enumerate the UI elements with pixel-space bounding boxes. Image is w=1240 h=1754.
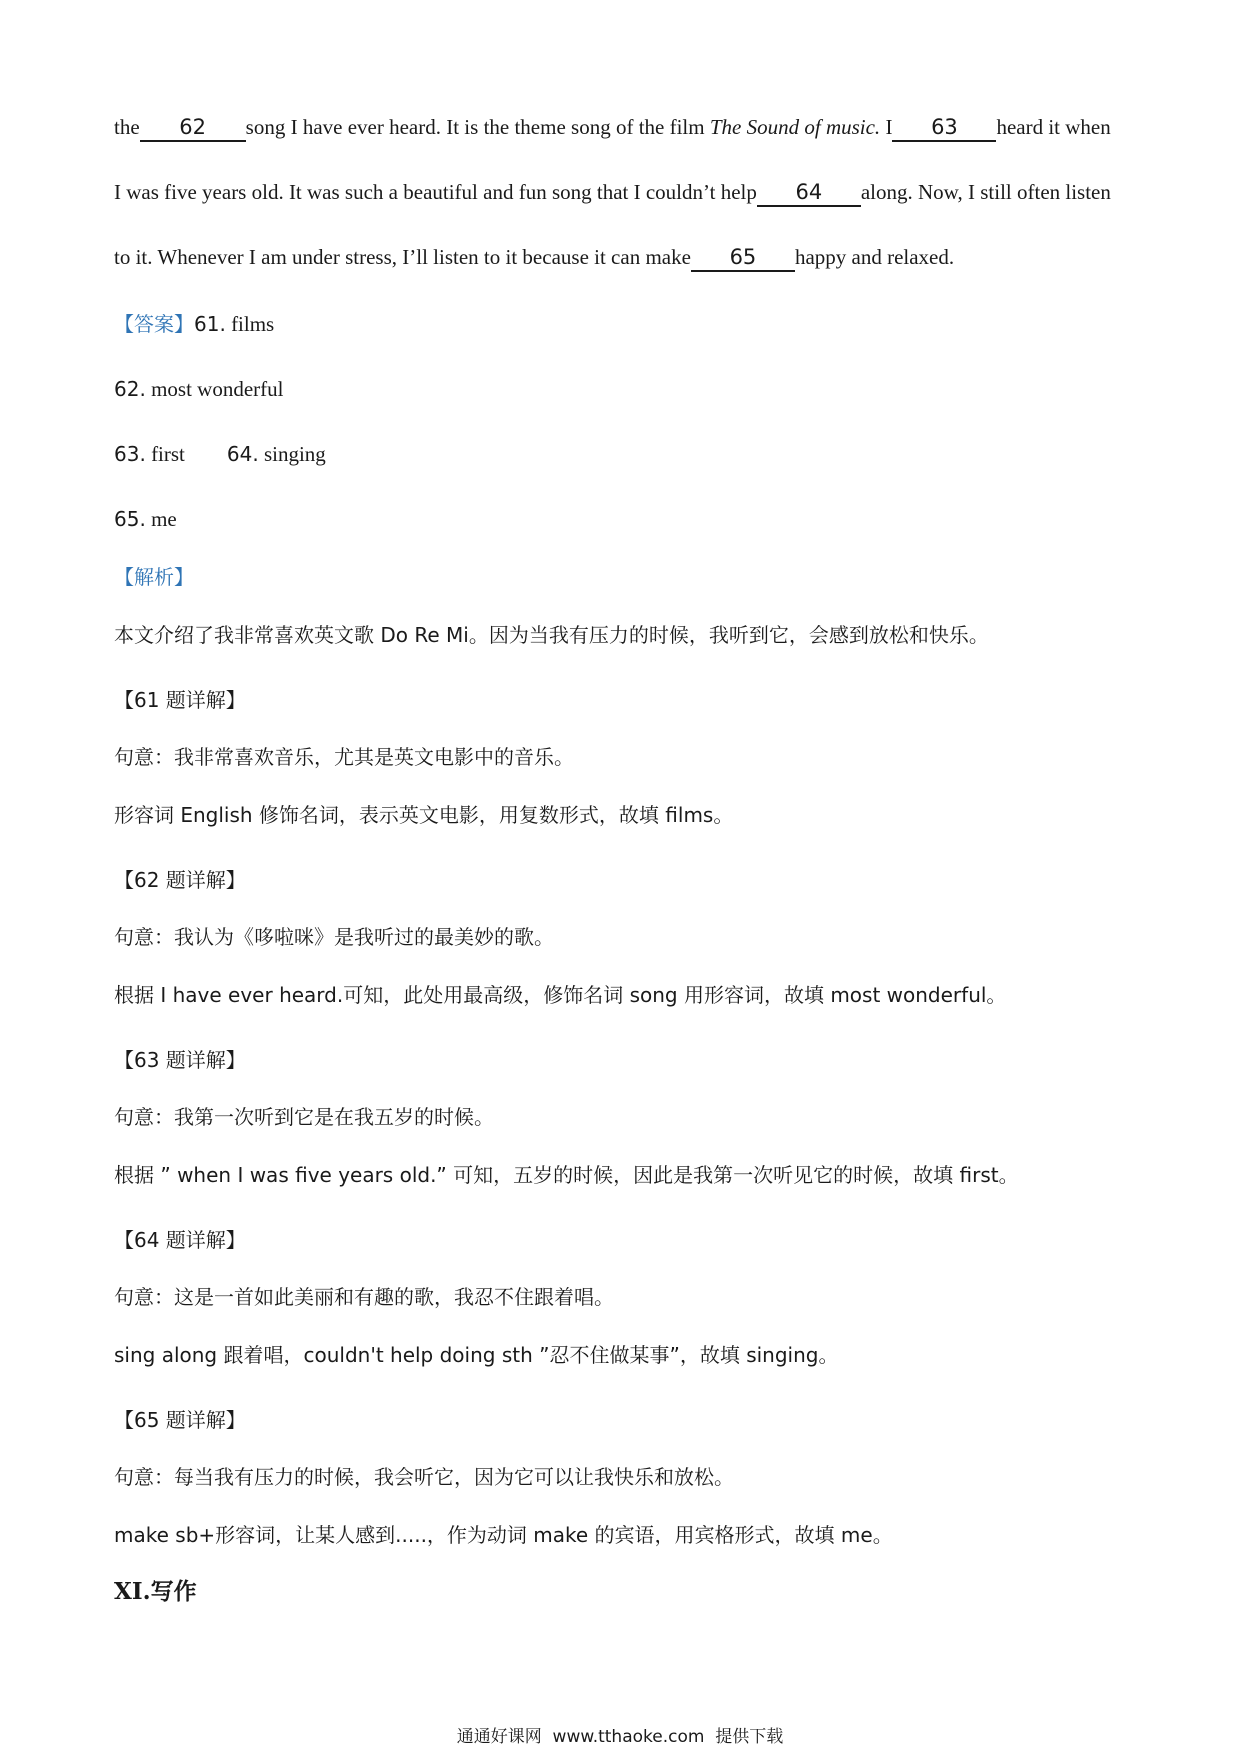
passage-line-1: [114, 112, 1111, 142]
q64-detail: sing along 跟着唱，couldn't help doing sth ”忍不住做某事”，故填 singing。: [114, 1343, 839, 1367]
answer-number: 62.: [114, 377, 146, 401]
answer-label: 【答案】: [114, 312, 194, 336]
analysis-intro: 本文介绍了我非常喜欢英文歌 Do Re Mi。因为当我有压力的时候，我听到它，会感到放松和快乐。: [114, 623, 989, 647]
blank-65: 65: [691, 244, 795, 272]
answer-text: most wonderful: [145, 377, 284, 401]
q65-title: 【65 题详解】: [114, 1408, 246, 1432]
answer-62: [114, 374, 283, 404]
answer-65: [114, 504, 177, 534]
blank-64: 64: [757, 179, 861, 207]
q63-title: 【63 题详解】: [114, 1048, 246, 1072]
section-heading: XI.写作: [114, 1578, 197, 1605]
answer-number: 64.: [226, 442, 259, 466]
passage-text: song I have ever heard. It is the theme song of the film: [245, 115, 710, 139]
q65-meaning: 句意：每当我有压力的时候，我会听它，因为它可以让我快乐和放松。: [114, 1465, 734, 1489]
blank-62: 62: [140, 114, 246, 142]
analysis-label: 【解析】: [114, 565, 194, 589]
passage-text: I was five years old. It was such a beautiful and fun song that I couldn’t help: [114, 180, 757, 204]
page-footer: 通通好课网 www.tthaoke.com 提供下载: [456, 1727, 784, 1747]
answer-61: [114, 309, 274, 339]
passage-text: happy and relaxed.: [794, 245, 955, 269]
answer-number: 63.: [114, 442, 146, 466]
q61-meaning: 句意：我非常喜欢音乐，尤其是英文电影中的音乐。: [114, 745, 574, 769]
q61-detail: 形容词 English 修饰名词，表示英文电影，用复数形式，故填 films。: [114, 803, 734, 827]
passage-line-2: [114, 177, 1111, 207]
passage-text: to it. Whenever I am under stress, I’ll listen to it because it can make: [114, 245, 691, 269]
answer-text: films: [225, 312, 275, 336]
q61-title: 【61 题详解】: [114, 688, 246, 712]
q62-detail: 根据 I have ever heard.可知，此处用最高级，修饰名词 song 用形容词，故填 most wonderful。: [114, 983, 1007, 1007]
passage-text: I: [880, 115, 893, 139]
q64-title: 【64 题详解】: [114, 1228, 246, 1252]
q63-meaning: 句意：我第一次听到它是在我五岁的时候。: [114, 1105, 494, 1129]
answer-text: singing: [258, 442, 326, 466]
film-title: The Sound of music.: [709, 115, 881, 139]
q65-detail: make sb+形容词，让某人感到.....，作为动词 make 的宾语，用宾格形式，故填 me。: [114, 1523, 893, 1547]
passage-text: along. Now, I still often listen: [860, 180, 1111, 204]
q62-meaning: 句意：我认为《哆啦咪》是我听过的最美妙的歌。: [114, 925, 554, 949]
answer-text: me: [145, 507, 177, 531]
q62-title: 【62 题详解】: [114, 868, 246, 892]
answer-text: first: [145, 442, 185, 466]
answer-number: 65.: [114, 507, 146, 531]
answer-number: 61.: [194, 312, 226, 336]
q63-detail: 根据 ” when I was five years old.” 可知，五岁的时候，因此是我第一次听见它的时候，故填 first。: [114, 1163, 1019, 1187]
passage-line-3: [114, 242, 954, 272]
answer-63-64: [114, 439, 326, 469]
passage-text: the: [114, 115, 140, 139]
q64-meaning: 句意：这是一首如此美丽和有趣的歌，我忍不住跟着唱。: [114, 1285, 614, 1309]
passage-text: heard it when: [996, 115, 1111, 139]
blank-63: 63: [892, 114, 996, 142]
